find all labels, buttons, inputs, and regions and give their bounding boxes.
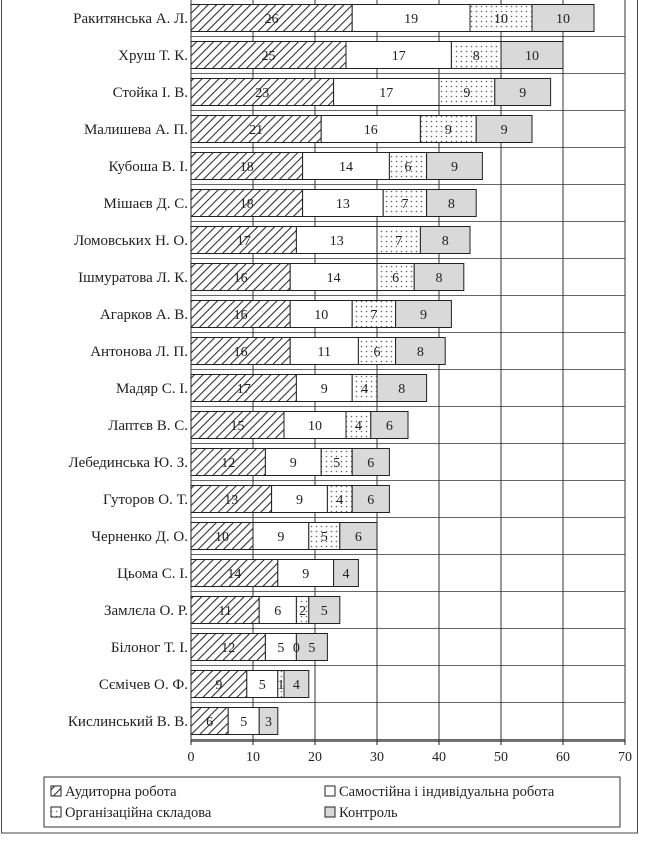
value-label: 11	[218, 604, 232, 619]
value-label: 10	[556, 12, 570, 27]
legend-swatch	[51, 807, 61, 817]
x-tick-label: 10	[246, 750, 260, 765]
value-label: 18	[239, 197, 254, 212]
value-label: 6	[385, 419, 393, 434]
value-label: 9	[215, 678, 223, 693]
value-label: 9	[444, 123, 452, 138]
value-label: 21	[249, 123, 264, 138]
value-label: 4	[342, 567, 350, 582]
value-label: 13	[224, 493, 239, 508]
value-label: 12	[221, 456, 236, 471]
value-label: 17	[379, 86, 394, 101]
x-tick-label: 0	[187, 750, 195, 765]
value-label: 7	[370, 308, 378, 323]
value-label: 9	[320, 382, 328, 397]
value-label: 9	[302, 567, 310, 582]
legend-swatch	[325, 786, 335, 796]
x-tick-label: 60	[556, 750, 570, 765]
legend-swatch	[51, 786, 61, 796]
value-label: 8	[398, 382, 406, 397]
value-label: 1	[277, 678, 285, 693]
value-label: 5	[240, 715, 248, 730]
legend-label: Самостійна і індивідуальна робота	[339, 784, 555, 800]
value-label: 7	[395, 234, 403, 249]
value-label: 4	[292, 678, 300, 693]
category-label: Малишева А. П.	[83, 122, 188, 138]
category-label: Замлєла О. Р.	[103, 603, 188, 619]
value-label: 26	[264, 12, 279, 27]
value-label: 9	[277, 530, 285, 545]
category-label: Лаптєв В. С.	[108, 418, 188, 434]
value-label: 10	[215, 530, 229, 545]
category-label: Цьома С. І.	[117, 566, 188, 582]
value-label: 5	[308, 641, 316, 656]
value-label: 6	[274, 604, 282, 619]
category-label: Ракитянська А. Л.	[73, 11, 188, 27]
value-label: 9	[420, 308, 427, 323]
value-label: 8	[441, 234, 449, 249]
grid-layer	[191, 0, 625, 741]
value-label: 0	[292, 641, 300, 656]
value-label: 10	[525, 49, 539, 64]
value-label: 8	[472, 49, 480, 64]
legend-label: Контроль	[339, 805, 398, 821]
value-label: 17	[236, 234, 251, 249]
category-label: Кислинський В. В.	[67, 714, 188, 730]
value-label: 5	[320, 604, 328, 619]
value-label: 2	[299, 604, 307, 619]
value-label: 10	[494, 12, 508, 27]
value-label: 9	[289, 456, 297, 471]
value-label: 6	[392, 271, 400, 286]
x-tick-label: 50	[494, 750, 508, 765]
category-label: Мішаєв Д. С.	[103, 196, 188, 212]
value-label: 5	[258, 678, 266, 693]
category-label: Ішмуратова Л. К.	[78, 270, 188, 286]
category-label: Стойка І. В.	[112, 85, 188, 101]
value-label: 14	[326, 271, 341, 286]
value-label: 4	[361, 382, 369, 397]
value-label: 5	[277, 641, 285, 656]
value-label: 17	[391, 49, 406, 64]
category-label: Антонова Л. П.	[90, 344, 188, 360]
value-label: 16	[233, 345, 248, 360]
value-label: 16	[233, 308, 248, 323]
value-label: 13	[329, 234, 344, 249]
x-tick-label: 70	[618, 750, 632, 765]
legend-label: Організаційна складова	[65, 805, 212, 821]
legend	[44, 777, 620, 827]
value-label: 8	[416, 345, 424, 360]
value-label: 19	[404, 12, 419, 27]
value-label: 10	[308, 419, 322, 434]
legend-swatch	[325, 807, 335, 817]
category-label: Мадяр С. І.	[115, 381, 188, 397]
category-label: Ломовських Н. О.	[74, 233, 188, 249]
value-label: 6	[206, 715, 214, 730]
value-label: 11	[317, 345, 332, 360]
category-label: Гуторов О. Т.	[102, 492, 188, 508]
value-label: 16	[363, 123, 378, 138]
value-label: 9	[500, 123, 508, 138]
value-label: 9	[296, 493, 303, 508]
value-label: 4	[336, 493, 344, 508]
value-label: 12	[221, 641, 236, 656]
value-label: 6	[354, 530, 362, 545]
value-label: 9	[463, 86, 471, 101]
x-tick-label: 40	[432, 750, 446, 765]
category-label: Білоног Т. І.	[110, 640, 188, 656]
value-label: 23	[255, 86, 270, 101]
value-label: 6	[373, 345, 381, 360]
value-label: 6	[367, 493, 375, 508]
category-label: Черненко Д. О.	[91, 529, 188, 545]
category-label: Лебединська Ю. З.	[68, 455, 188, 471]
value-label: 9	[519, 86, 527, 101]
x-tick-label: 30	[370, 750, 384, 765]
value-label: 7	[401, 197, 409, 212]
value-label: 6	[404, 160, 412, 175]
value-label: 9	[451, 160, 458, 175]
category-label: Сємічев О. Ф.	[98, 677, 188, 693]
value-label: 25	[261, 49, 276, 64]
category-label: Хруш Т. К.	[118, 48, 188, 64]
value-label: 5	[320, 530, 328, 545]
value-label: 3	[265, 715, 272, 730]
value-label: 14	[227, 567, 242, 582]
value-label: 5	[333, 456, 341, 471]
value-label: 13	[335, 197, 350, 212]
category-label: Агарков А. В.	[99, 307, 188, 323]
legend-label: Аудиторна робота	[65, 784, 177, 800]
x-tick-label: 20	[308, 750, 322, 765]
value-label: 17	[236, 382, 251, 397]
value-label: 8	[447, 197, 455, 212]
category-label: Кубоша В. І.	[108, 159, 188, 175]
value-label: 18	[239, 160, 254, 175]
value-label: 15	[230, 419, 245, 434]
value-label: 16	[233, 271, 248, 286]
value-label: 10	[314, 308, 329, 323]
value-label: 6	[367, 456, 375, 471]
value-label: 8	[435, 271, 443, 286]
value-label: 14	[339, 160, 353, 175]
value-label: 4	[354, 419, 362, 434]
